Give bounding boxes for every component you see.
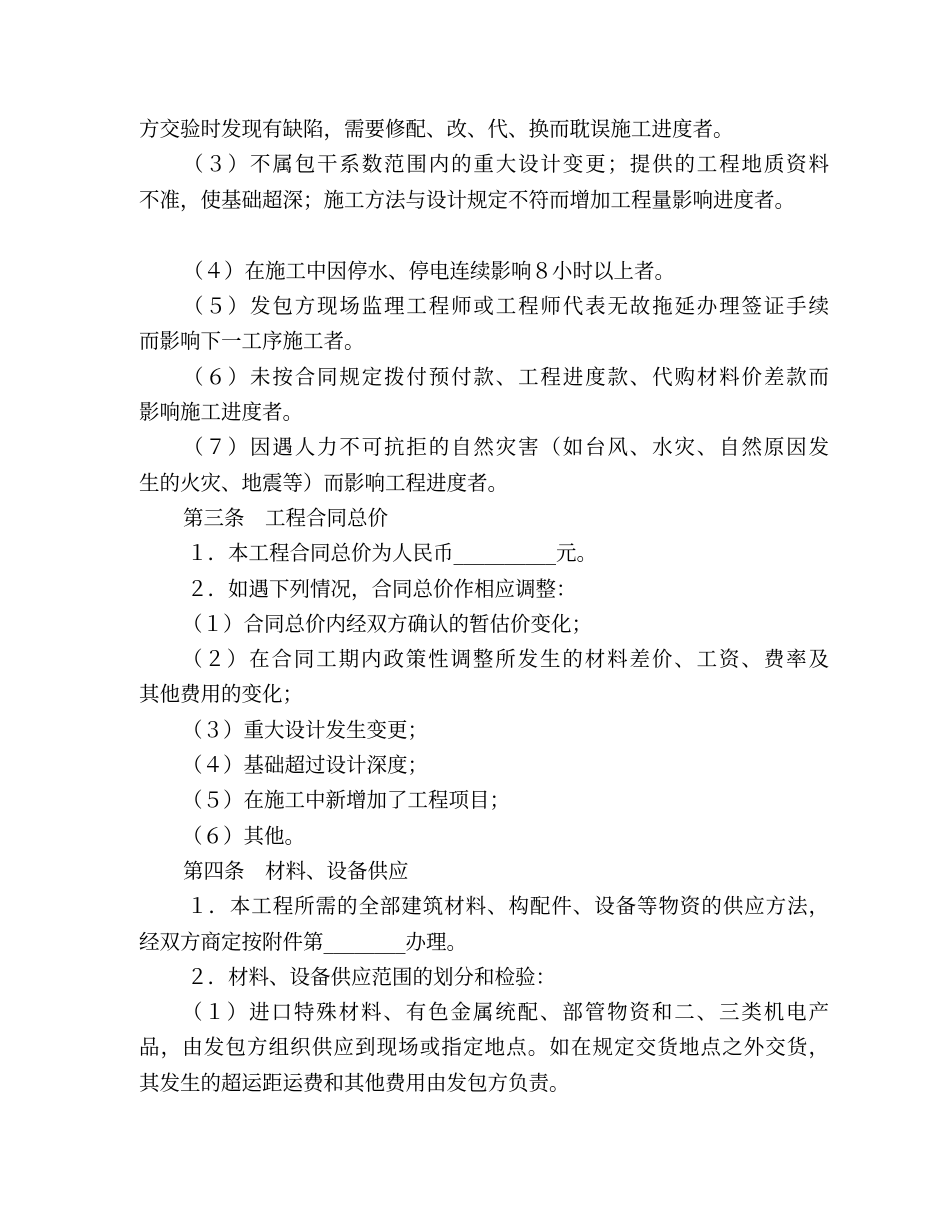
text-line: 经双方商定按附件第________办理。 <box>139 929 467 954</box>
text-line: ２．材料、设备供应范围的划分和检验： <box>187 964 556 989</box>
text-line: 而影响下一工序施工者。 <box>139 329 365 354</box>
text-line: 其他费用的变化； <box>139 682 303 707</box>
text-line: （５）发包方现场监理工程师或工程师代表无故拖延办理签证手续 <box>183 294 829 319</box>
text-line: （３）重大设计发生变更； <box>182 717 428 742</box>
text-line: （１）进口特殊材料、有色金属统配、部管物资和二、三类机电产 <box>182 1000 829 1025</box>
text-line: 品，由发包方组织供应到现场或指定地点。如在规定交货地点之外交货， <box>139 1035 829 1060</box>
text-line: ２．如遇下列情况，合同总价作相应调整： <box>187 576 577 601</box>
text-line: （３）不属包干系数范围内的重大设计变更；提供的工程地质资料 <box>183 152 829 177</box>
section-heading: 第三条 工程合同总价 <box>183 505 388 530</box>
text-line: 影响施工进度者。 <box>139 400 303 425</box>
text-line: １．本工程所需的全部建筑材料、构配件、设备等物资的供应方法， <box>187 894 829 919</box>
section-heading: 第四条 材料、设备供应 <box>183 858 409 883</box>
text-line: （６）其他。 <box>182 823 305 848</box>
document-body <box>139 112 829 1101</box>
text-line: （７）因遇人力不可抗拒的自然灾害（如台风、水灾、自然原因发 <box>183 435 829 460</box>
paragraph-gap <box>139 218 829 254</box>
text-line: （４）基础超过设计深度； <box>182 753 428 778</box>
text-line: （１）合同总价内经双方确认的暂估价变化； <box>182 611 592 636</box>
text-line: 方交验时发现有缺陷，需要修配、改、代、换而耽误施工进度者。 <box>139 117 734 141</box>
text-line: （４）在施工中因停水、停电连续影响８小时以上者。 <box>183 258 675 283</box>
text-line: （２）在合同工期内政策性调整所发生的材料差价、工资、费率及 <box>182 647 829 672</box>
text-line: 不准，使基础超深；施工方法与设计规定不符而增加工程量影响进度者。 <box>139 187 795 212</box>
text-line: （６）未按合同规定拨付预付款、工程进度款、代购材料价差款而 <box>183 364 829 389</box>
text-line: １．本工程合同总价为人民币__________元。 <box>187 541 597 566</box>
text-line: 生的火灾、地震等）而影响工程进度者。 <box>139 470 508 495</box>
text-line: （５）在施工中新增加了工程项目； <box>182 788 510 813</box>
text-line: 其发生的超运距运费和其他费用由发包方负责。 <box>139 1070 570 1095</box>
